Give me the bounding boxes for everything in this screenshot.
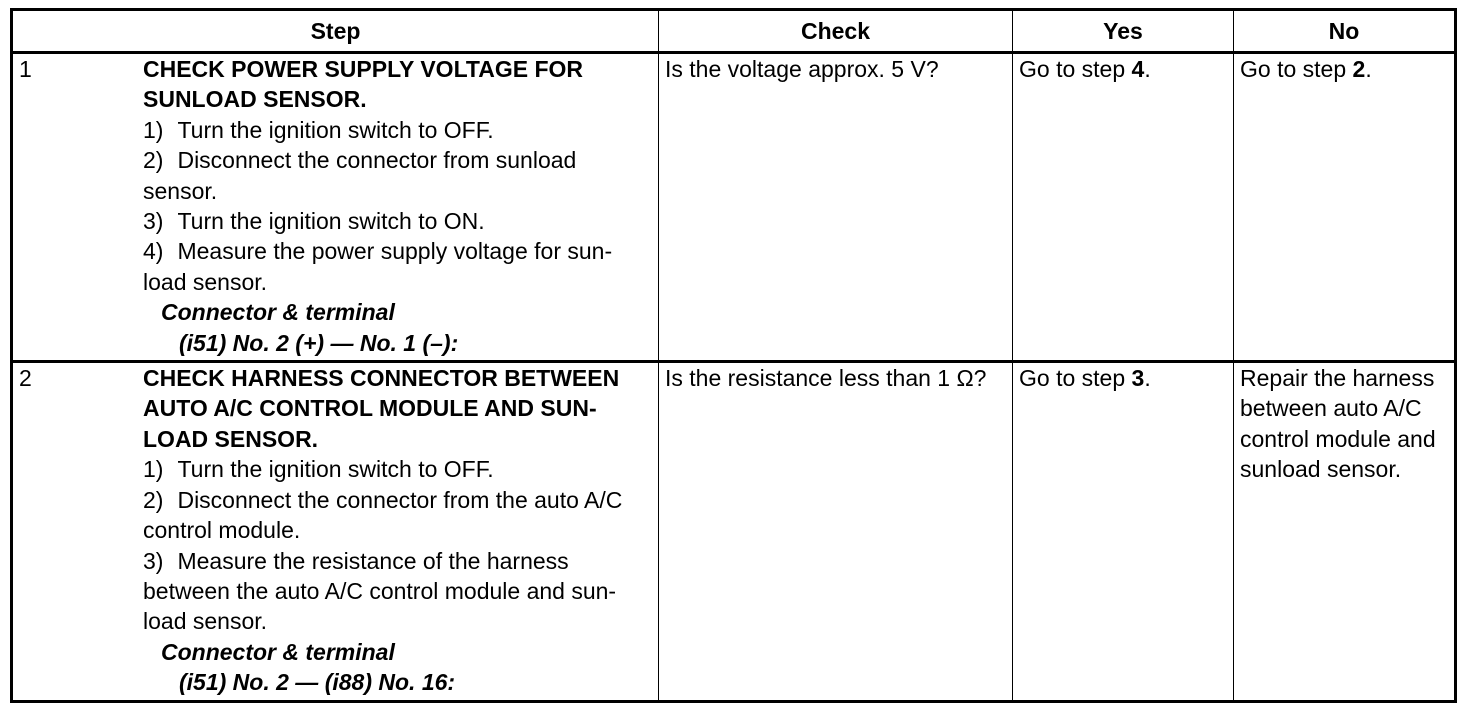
connector-value: (i51) No. 2 — (i88) No. 16: <box>179 669 456 696</box>
instruction: 1) Turn the ignition switch to OFF. <box>143 456 494 483</box>
instruction: 4) Measure the power supply voltage for sun-load sensor. <box>143 238 613 295</box>
procedure-table <box>10 8 1457 703</box>
header-check: Check <box>659 10 1013 53</box>
connector-label: Connector & terminal <box>161 638 395 665</box>
no-step-number: 2 <box>1352 56 1366 82</box>
instruction: 2) Disconnect the connector from the auto A/C control module. <box>143 486 623 544</box>
step-body <box>139 363 658 699</box>
step-cell <box>12 53 659 362</box>
instruction: 1) Turn the ignition switch to OFF. <box>143 116 494 143</box>
step-title: CHECK HARNESS CONNECTOR BETWEEN AUTO A/C CONTROL MODULE AND SUN-LOAD SENSOR. <box>143 365 620 452</box>
connector-label: Connector & terminal <box>161 299 395 326</box>
step-title: CHECK POWER SUPPLY VOLTAGE FOR SUNLOAD SENSOR. <box>143 56 584 113</box>
connector-value: (i51) No. 2 (+) — No. 1 (–): <box>179 329 459 356</box>
instruction: 3) Measure the resistance of the harness between the auto A/C control module and sun-load sensor. <box>143 547 617 635</box>
header-step: Step <box>12 10 659 53</box>
header-yes: Yes <box>1013 10 1234 53</box>
check-cell: Is the resistance less than 1 Ω? <box>659 362 1013 702</box>
header-row <box>12 10 1456 53</box>
step-body <box>139 54 658 360</box>
instruction: 2) Disconnect the connector from sunload sensor. <box>143 147 577 204</box>
yes-step-number: 4 <box>1131 56 1145 82</box>
no-cell: Repair the harness between auto A/C control module and sunload sensor. <box>1234 362 1456 702</box>
no-cell: Go to step 2. <box>1234 53 1456 362</box>
step-number: 2 <box>19 365 32 392</box>
yes-cell: Go to step 3. <box>1013 362 1234 702</box>
table-row <box>12 53 1456 362</box>
step-cell <box>12 362 659 702</box>
header-no: No <box>1234 10 1456 53</box>
step-number: 1 <box>19 56 32 82</box>
yes-cell: Go to step 4. <box>1013 53 1234 362</box>
check-cell: Is the voltage approx. 5 V? <box>659 53 1013 362</box>
yes-step-number: 3 <box>1131 365 1145 392</box>
instruction: 3) Turn the ignition switch to ON. <box>143 208 485 235</box>
table-row <box>12 362 1456 702</box>
